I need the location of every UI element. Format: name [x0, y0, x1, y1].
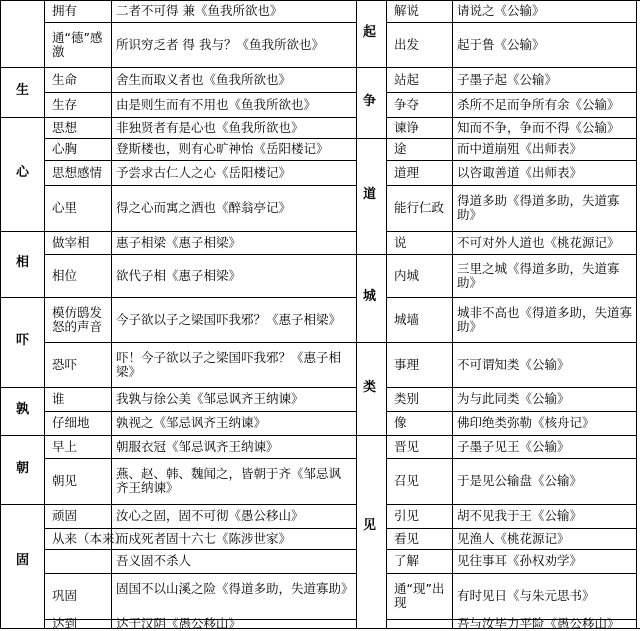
left-example-cell: 所识穷乏者 得 我与？《鱼我所欲也》	[116, 36, 324, 52]
right-row-border	[386, 297, 636, 298]
left-sense-cell: 达到	[52, 616, 78, 631]
right-example-cell: 知而不争，争而不得《公输》	[457, 119, 620, 135]
left-row-border	[44, 504, 356, 505]
right-row-border	[386, 458, 636, 459]
right-example-cell: 为与此同类《公输》	[457, 391, 570, 406]
left-sense-cell: 思想感情	[52, 164, 103, 180]
left-example-cell: 固国不以山溪之险《得道多助，失道寡助》	[116, 581, 354, 596]
right-row-border	[386, 254, 636, 255]
left-group-char: 朝	[16, 460, 30, 476]
right-group-char: 道	[363, 187, 377, 202]
left-example-cell: 汝心之固，固不可彻《愚公移山》	[116, 508, 304, 523]
right-row-border	[386, 92, 636, 93]
right-example-cell: 城非不高也《得道多助，失道寡助》	[457, 304, 633, 334]
right-group-char: 争	[363, 93, 377, 109]
left-example-cell: 非独贤者有是心也《鱼我所欲也》	[116, 119, 304, 135]
right-group-char: 起	[363, 24, 377, 40]
left-example-cell: 而戍死者固十六七《陈涉世家》	[116, 530, 292, 546]
left-example-cell: 予尝求古仁人之心《岳阳楼记》	[116, 164, 292, 180]
right-sense-cell: 谏诤	[394, 119, 420, 135]
left-example-cell: 登斯楼也，则有心旷神怡《岳阳楼记》	[116, 141, 329, 156]
left-sense-cell: 朝见	[52, 473, 78, 488]
right-row-border	[386, 138, 636, 139]
left-sense-cell: 恐吓	[52, 356, 78, 372]
right-group-char: 见	[363, 518, 377, 533]
left-group-char: 心	[16, 165, 30, 180]
vertical-border	[0, 0, 1, 629]
left-example-cell: 达于汉阴《愚公移山》	[116, 616, 242, 631]
left-row-border	[44, 92, 356, 93]
right-example-cell: 子墨子见王《公输》	[457, 438, 570, 454]
left-group-char: 相	[16, 255, 30, 270]
left-row-border	[44, 573, 356, 574]
right-example-cell: 见渔人《桃花源记》	[457, 530, 570, 546]
right-row-border	[386, 411, 636, 412]
right-sense-cell: 站起	[394, 71, 420, 87]
right-group-char: 城	[363, 289, 377, 304]
top-border	[0, 0, 640, 1]
right-row-border	[386, 435, 636, 436]
left-example-cell: 欲代子相《惠子相梁》	[116, 267, 242, 283]
right-sense-cell: 争夺	[394, 96, 420, 112]
left-sense-cell: 顽固	[52, 508, 78, 523]
left-sense-cell: 心胸	[52, 141, 78, 156]
vertical-border	[386, 0, 387, 629]
left-sense-cell: 模仿鸱发怒的声音	[52, 304, 103, 334]
left-example-cell: 惠子相梁《惠子相梁》	[116, 234, 242, 250]
right-example-cell: 吾与汝毕力平险《愚公移山》	[457, 616, 620, 631]
right-example-cell: 起于鲁《公输》	[457, 36, 545, 52]
right-sense-cell: 城墙	[394, 311, 420, 327]
right-example-cell: 于是见公输盘《公输》	[457, 473, 583, 488]
left-sense-cell: 心里	[52, 200, 78, 215]
left-row-border	[44, 67, 356, 68]
left-row-border	[44, 387, 356, 388]
right-row-border	[386, 22, 636, 23]
left-example-cell: 得之心而寓之酒也《醉翁亭记》	[116, 200, 292, 215]
right-sense-cell: 引见	[394, 508, 420, 523]
left-group-char: 孰	[16, 402, 30, 417]
right-sense-cell: 道理	[394, 164, 420, 180]
left-row-border	[44, 342, 356, 343]
left-example-cell: 燕、赵、韩、魏闻之，皆朝于齐《邹忌讽齐王纳谏》	[116, 466, 342, 495]
right-sense-cell: 通“现”出现	[394, 581, 445, 610]
right-example-cell: 杀所不足而争所有余《公输》	[457, 96, 620, 112]
right-row-border	[386, 185, 636, 186]
right-sense-cell: 说	[394, 234, 407, 250]
left-example-cell: 由是则生而有不用也《鱼我所欲也》	[116, 96, 317, 112]
left-sense-cell: 生命	[52, 71, 78, 87]
left-example-cell: 今子欲以子之梁国吓我邪？《惠子相梁》	[116, 311, 342, 327]
right-row-border	[386, 160, 636, 161]
right-sense-cell: 召见	[394, 473, 420, 488]
right-example-cell: 胡不见我于王《公输》	[457, 508, 583, 523]
right-example-cell: 得道多助《得道多助，失道寡助》	[457, 193, 620, 222]
left-row-border	[44, 160, 356, 161]
left-row-border	[44, 458, 356, 459]
left-example-cell: 孰视之《邹忌讽齐王纳谏》	[116, 415, 267, 430]
left-example-cell: 吾义固不杀人	[116, 553, 192, 568]
right-example-cell: 不可对外人道也《桃花源记》	[457, 234, 620, 250]
left-row-border	[44, 138, 356, 139]
left-sense-cell: 早上	[52, 438, 78, 454]
left-row-border	[44, 549, 356, 550]
left-sense-cell: 仔细地	[52, 415, 90, 430]
right-sense-cell: 能行仁政	[394, 200, 445, 215]
right-sense-cell: 了解	[394, 553, 420, 568]
right-sense-cell: 事理	[394, 356, 420, 372]
right-sense-cell: 类别	[394, 391, 420, 406]
right-example-cell: 有时见日《与朱元思书》	[457, 588, 595, 603]
left-sense-cell: 巩固	[52, 588, 78, 603]
right-sense-cell: 看见	[394, 530, 420, 546]
left-example-cell: 我孰与徐公美《邹忌讽齐王纳谏》	[116, 391, 304, 406]
left-group-char: 固	[16, 552, 30, 568]
vertical-border	[636, 0, 637, 629]
vertical-border	[44, 0, 45, 629]
left-group-char: 吓	[16, 333, 30, 348]
left-sense-cell: 谁	[52, 391, 65, 406]
left-example-cell: 二者不可得 兼《鱼我所欲也》	[116, 3, 283, 18]
vertical-border	[452, 0, 453, 629]
left-row-border	[44, 185, 356, 186]
left-row-border	[44, 528, 356, 529]
right-group-char: 类	[363, 379, 377, 395]
right-row-border	[386, 504, 636, 505]
right-example-cell: 而中道崩殂《出师表》	[457, 141, 583, 156]
left-sense-cell: 拥有	[52, 3, 78, 18]
right-row-border	[386, 387, 636, 388]
left-row-border	[44, 117, 356, 118]
right-sense-cell: 出发	[394, 36, 420, 52]
right-sense-cell: 像	[394, 415, 407, 430]
left-row-border	[44, 231, 356, 232]
left-example-cell: 朝服衣冠《邹忌讽齐王纳谏》	[116, 438, 279, 454]
right-example-cell: 见往事耳《孙权劝学》	[457, 553, 583, 568]
right-row-border	[386, 231, 636, 232]
left-example-cell: 舍生而取义者也《鱼我所欲也》	[116, 71, 292, 87]
left-row-border	[44, 435, 356, 436]
right-example-cell: 请说之《公输》	[457, 3, 545, 18]
left-sense-cell: 生存	[52, 96, 78, 112]
right-row-border	[386, 342, 636, 343]
right-example-cell: 以咨诹善道《出师表》	[457, 164, 583, 180]
left-sense-cell: 从来（本来）	[52, 530, 128, 546]
right-sense-cell: 解说	[394, 3, 420, 18]
right-row-border	[386, 117, 636, 118]
right-sense-cell: 内城	[394, 267, 420, 283]
left-group-char: 生	[16, 83, 30, 98]
vertical-border	[356, 0, 357, 629]
right-example-cell: 子墨子起《公输》	[457, 71, 558, 87]
left-sense-cell: 思想	[52, 119, 78, 135]
left-row-border	[44, 22, 356, 23]
right-sense-cell: 途	[394, 141, 407, 156]
right-example-cell: 不可谓知类《公输》	[457, 356, 570, 372]
left-example-cell: 吓！今子欲以子之梁国吓我邪？《惠子相梁》	[116, 349, 342, 379]
right-row-border	[386, 549, 636, 550]
right-example-cell: 三里之城《得道多助，失道寡助》	[457, 260, 620, 290]
left-sense-cell: 通“德”感激	[52, 29, 103, 59]
left-row-border	[44, 254, 356, 255]
right-example-cell: 佛印绝类弥勒《核舟记》	[457, 415, 595, 430]
right-row-border	[386, 528, 636, 529]
left-sense-cell: 相位	[52, 267, 78, 283]
right-sense-cell: 晋见	[394, 438, 420, 454]
left-row-border	[44, 297, 356, 298]
right-row-border	[386, 573, 636, 574]
right-row-border	[386, 67, 636, 68]
left-sense-cell: 做宰相	[52, 234, 90, 250]
left-row-border	[44, 411, 356, 412]
